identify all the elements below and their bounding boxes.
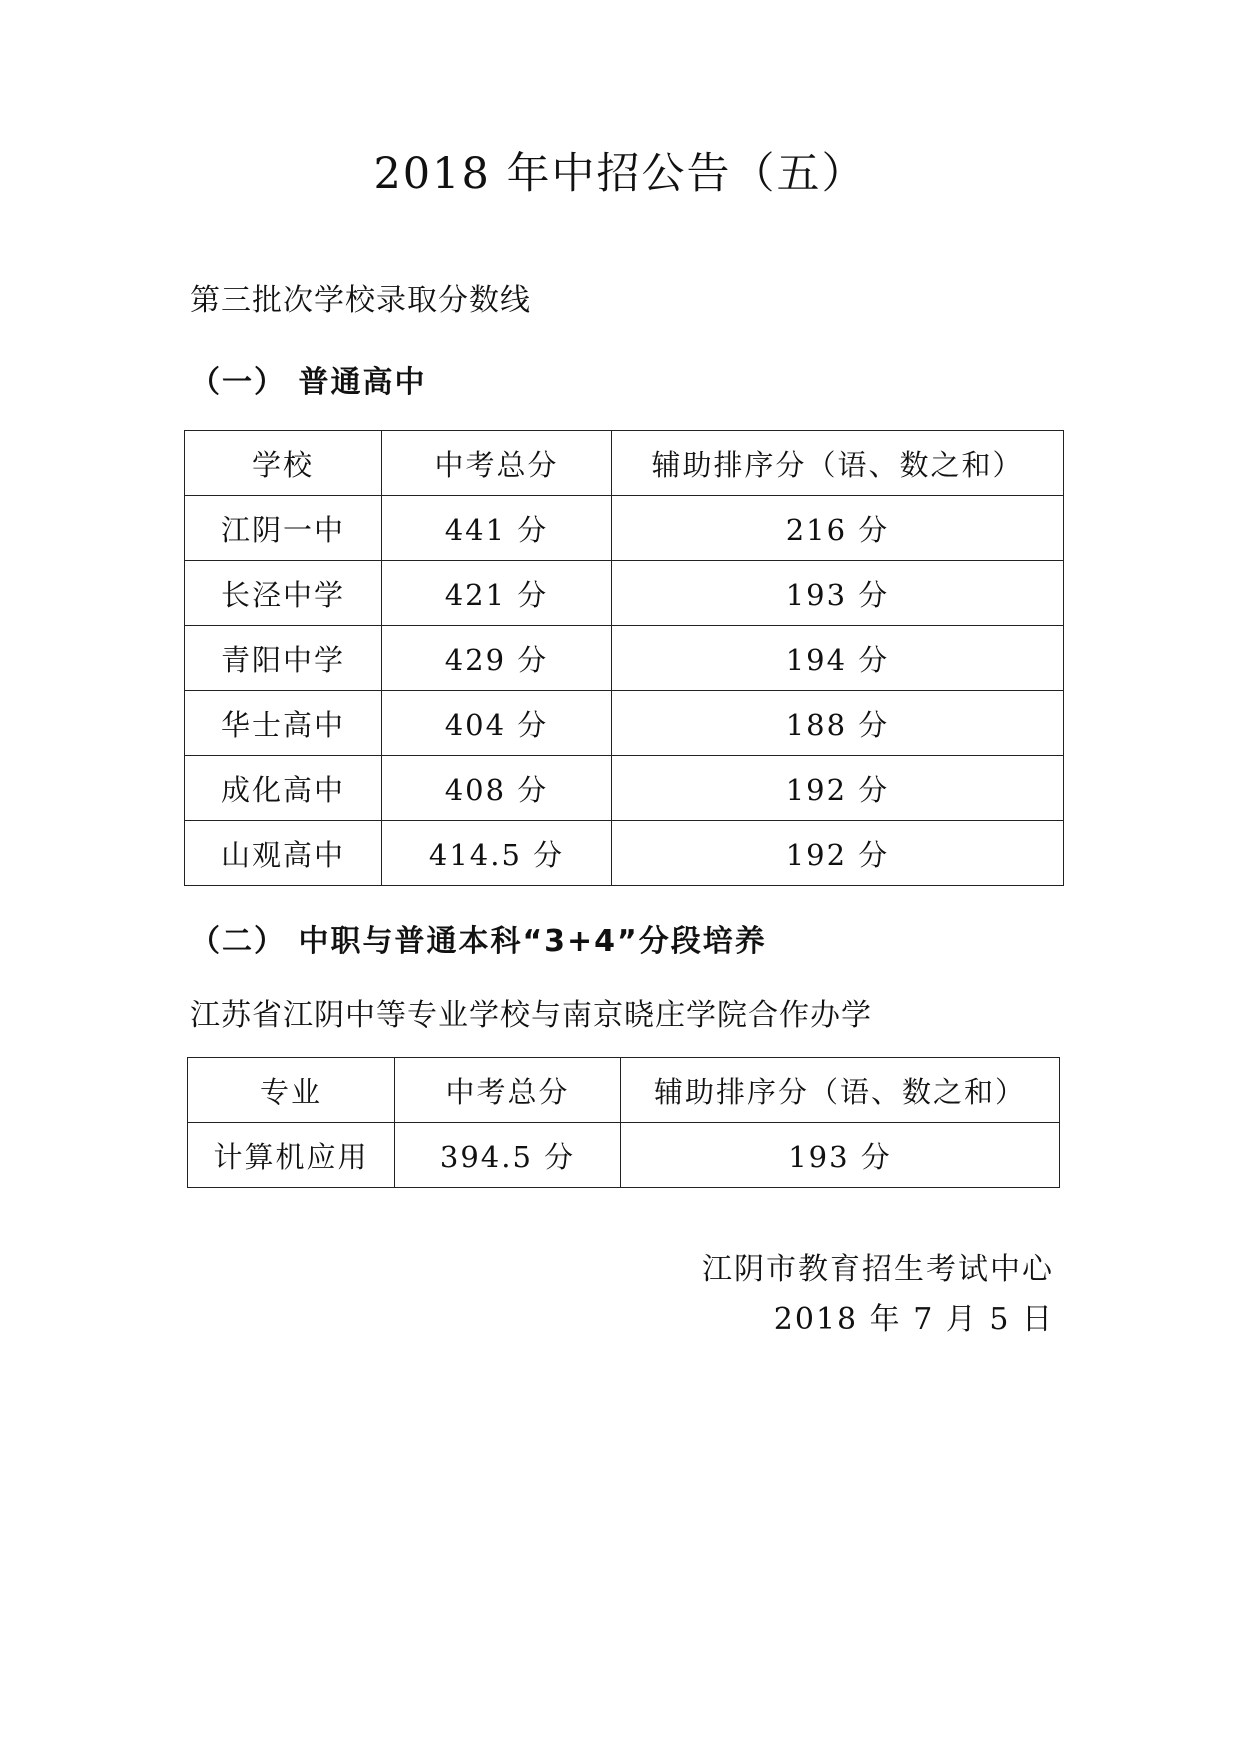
column-header-total-score: 中考总分: [382, 431, 612, 496]
auxiliary-score: 192 分: [612, 756, 1064, 821]
batch-heading: 第三批次学校录取分数线: [190, 283, 531, 318]
table-header-row: [188, 1058, 1060, 1123]
major-name: 计算机应用: [188, 1123, 395, 1188]
cooperation-note: 江苏省江阴中等专业学校与南京晓庄学院合作办学: [190, 998, 872, 1033]
issuing-organization: 江阴市教育招生考试中心: [702, 1252, 1054, 1287]
table-header-row: [185, 431, 1064, 496]
total-score: 404 分: [382, 691, 612, 756]
column-header-auxiliary-score: 辅助排序分（语、数之和）: [612, 431, 1064, 496]
total-score: 408 分: [382, 756, 612, 821]
auxiliary-score: 193 分: [612, 561, 1064, 626]
total-score: 441 分: [382, 496, 612, 561]
school-name: 华士高中: [185, 691, 382, 756]
column-header-major: 专业: [188, 1058, 395, 1123]
page-title: 2018 年中招公告（五）: [373, 149, 867, 199]
table-row: [185, 561, 1064, 626]
total-score: 414.5 分: [382, 821, 612, 886]
auxiliary-score: 192 分: [612, 821, 1064, 886]
column-header-school: 学校: [185, 431, 382, 496]
total-score: 421 分: [382, 561, 612, 626]
total-score: 394.5 分: [395, 1123, 621, 1188]
school-name: 青阳中学: [185, 626, 382, 691]
total-score: 429 分: [382, 626, 612, 691]
school-name: 江阴一中: [185, 496, 382, 561]
school-name: 成化高中: [185, 756, 382, 821]
table-row: [188, 1123, 1060, 1188]
auxiliary-score: 188 分: [612, 691, 1064, 756]
auxiliary-score: 194 分: [612, 626, 1064, 691]
table-row: [185, 626, 1064, 691]
section-1-heading: （一） 普通高中: [190, 365, 427, 400]
school-name: 山观高中: [185, 821, 382, 886]
column-header-total-score: 中考总分: [395, 1058, 621, 1123]
issue-date: 2018 年 7 月 5 日: [773, 1302, 1054, 1337]
school-name: 长泾中学: [185, 561, 382, 626]
table-row: [185, 691, 1064, 756]
auxiliary-score: 193 分: [621, 1123, 1060, 1188]
table-row: [185, 821, 1064, 886]
table-row: [185, 496, 1064, 561]
section-2-heading: （二） 中职与普通本科“3+4”分段培养: [190, 924, 767, 959]
table-row: [185, 756, 1064, 821]
auxiliary-score: 216 分: [612, 496, 1064, 561]
column-header-auxiliary-score: 辅助排序分（语、数之和）: [621, 1058, 1060, 1123]
vocational-score-table: [187, 1057, 1060, 1188]
high-school-score-table: [184, 430, 1064, 886]
